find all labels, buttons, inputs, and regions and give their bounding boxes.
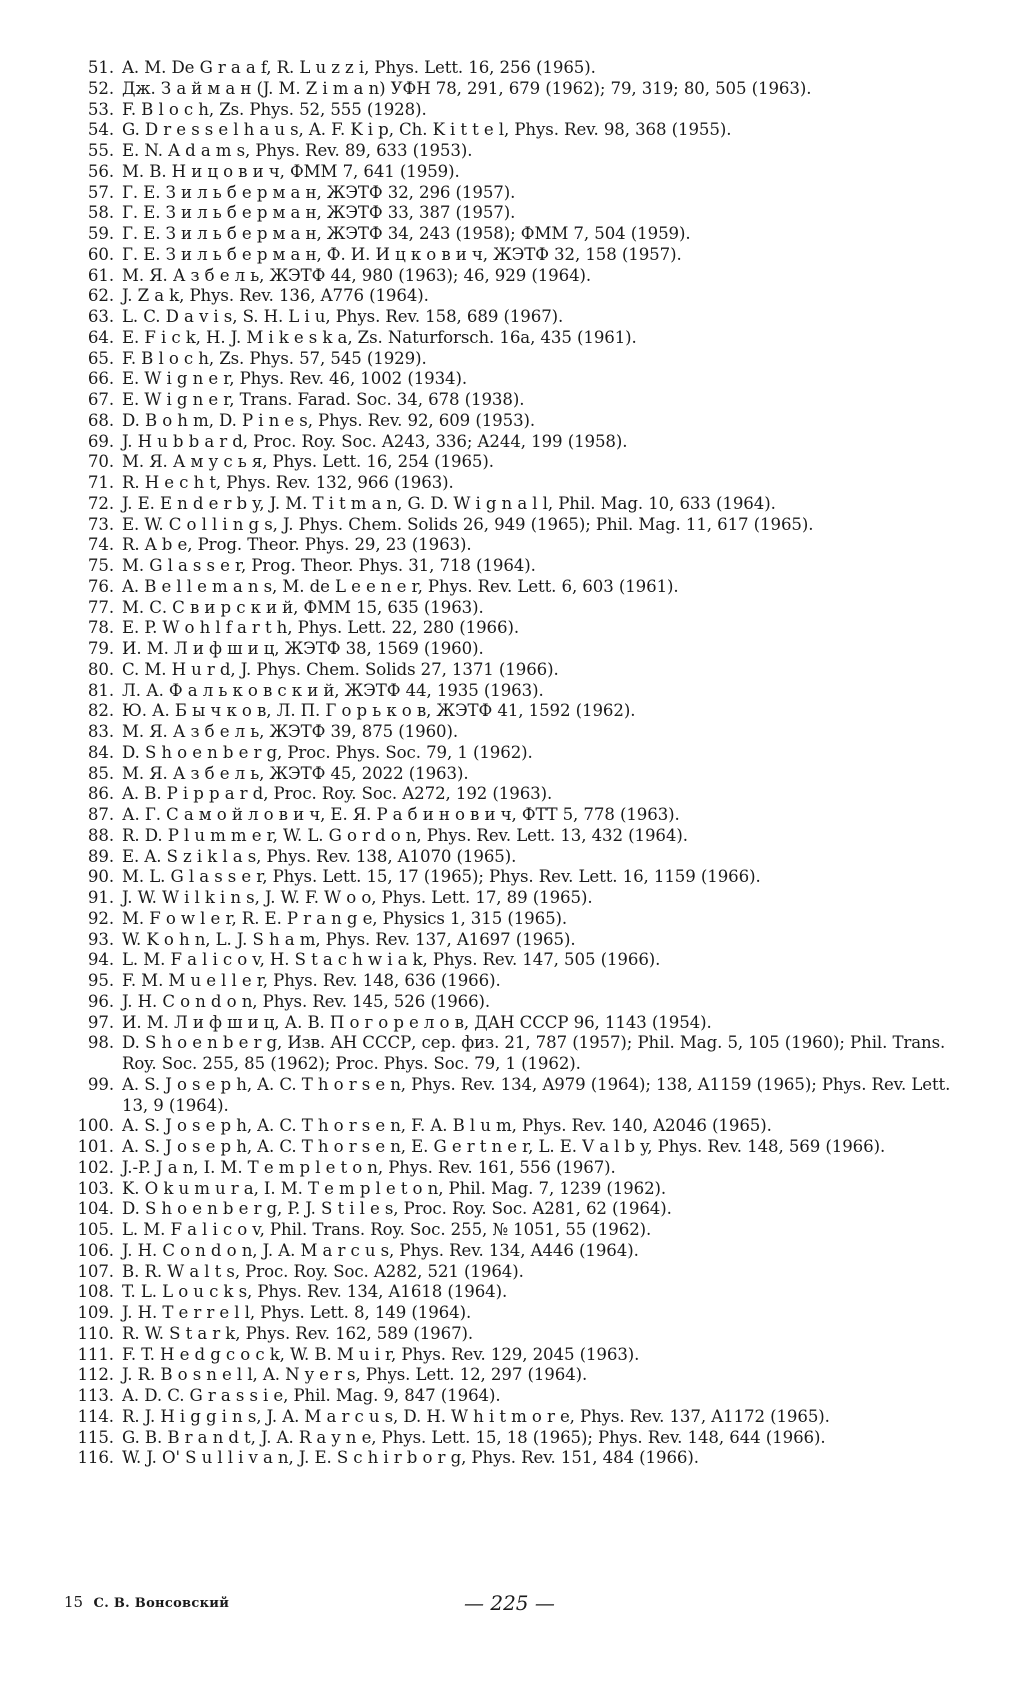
reference-item	[64, 369, 972, 390]
reference-number: 58.	[87, 203, 114, 223]
reference-text: F. B l o c h, Zs. Phys. 57, 545 (1929).	[122, 348, 427, 368]
reference-number: 108.	[77, 1282, 114, 1302]
reference-item	[64, 1428, 972, 1449]
reference-number: 101.	[77, 1137, 114, 1156]
reference-item	[64, 743, 972, 764]
reference-number: 102.	[77, 1157, 114, 1177]
reference-text: М. С. С в и р с к и й, ФММ 15, 635 (1963).	[122, 597, 484, 617]
reference-number: 78.	[87, 618, 114, 638]
reference-item	[64, 1262, 972, 1283]
reference-number: 68.	[87, 410, 114, 430]
reference-item	[64, 141, 972, 162]
reference-list	[64, 58, 972, 1469]
reference-number: 71.	[87, 473, 114, 492]
reference-text: G. D r e s s e l h a u s, A. F. K i p, Ch. K i t t e l, Phys. Rev. 98, 368 (1955).	[122, 120, 732, 140]
reference-number: 115.	[77, 1427, 114, 1447]
reference-number: 105.	[77, 1220, 114, 1239]
signature-number: 15	[64, 1593, 84, 1611]
reference-text: E. W. C o l l i n g s, J. Phys. Chem. Solids 26, 949 (1965); Phil. Mag. 11, 617 (1965).	[122, 514, 814, 534]
reference-text: A. S. J o s e p h, A. C. T h o r s e n, E. G e r t n e r, L. E. V a l b y, Phys. Rev. 148, 569 (1966).	[122, 1137, 886, 1156]
reference-number: 81.	[87, 680, 114, 700]
reference-item	[64, 1282, 972, 1303]
reference-item	[64, 1116, 972, 1137]
reference-number: 77.	[87, 597, 114, 617]
reference-item	[64, 266, 972, 287]
reference-item	[64, 722, 972, 743]
reference-number: 98.	[87, 1033, 114, 1053]
reference-item	[64, 888, 972, 909]
reference-number: 60.	[87, 244, 114, 264]
reference-number: 67.	[87, 390, 114, 409]
reference-item	[64, 390, 972, 411]
reference-number: 112.	[77, 1365, 114, 1385]
reference-text: A. M. De G r a a f, R. L u z z i, Phys. Lett. 16, 256 (1965).	[122, 58, 596, 77]
reference-text: М. Я. А з б е л ь, ЖЭТФ 44, 980 (1963); 46, 929 (1964).	[122, 265, 592, 285]
reference-text: R. D. P l u m m e r, W. L. G o r d o n, Phys. Rev. Lett. 13, 432 (1964).	[122, 825, 688, 845]
reference-item	[64, 1199, 972, 1220]
reference-text: J.-P. J a n, I. M. T e m p l e t o n, Phys. Rev. 161, 556 (1967).	[122, 1157, 616, 1177]
reference-text: F. T. H e d g c o c k, W. B. M u i r, Phys. Rev. 129, 2045 (1963).	[122, 1344, 640, 1364]
reference-text: A. B e l l e m a n s, M. de L e e n e r, Phys. Rev. Lett. 6, 603 (1961).	[122, 576, 679, 596]
reference-item	[64, 100, 972, 121]
reference-number: 86.	[87, 784, 114, 804]
reference-text: D. S h o e n b e r g, Proc. Phys. Soc. 79, 1 (1962).	[122, 742, 533, 762]
reference-number: 70.	[87, 452, 114, 472]
reference-number: 99.	[87, 1074, 114, 1094]
page-footer	[64, 1591, 972, 1621]
reference-number: 57.	[87, 182, 114, 202]
reference-text: A. S. J o s e p h, A. C. T h o r s e n, F. A. B l u m, Phys. Rev. 140, A2046 (1965).	[122, 1116, 772, 1136]
reference-text: М. Я. А з б е л ь, ЖЭТФ 45, 2022 (1963).	[122, 763, 469, 783]
reference-number: 64.	[87, 327, 114, 347]
reference-text: A. D. C. G r a s s i e, Phil. Mag. 9, 847 (1964).	[122, 1386, 501, 1405]
reference-item	[64, 930, 972, 951]
reference-text: D. B o h m, D. P i n e s, Phys. Rev. 92, 609 (1953).	[122, 410, 536, 430]
reference-number: 89.	[87, 846, 114, 866]
printer-signature	[64, 1593, 229, 1611]
reference-text: M. F o w l e r, R. E. P r a n g e, Physics 1, 315 (1965).	[122, 908, 568, 928]
reference-number: 72.	[87, 493, 114, 513]
reference-text: G. B. B r a n d t, J. A. R a y n e, Phys. Lett. 15, 18 (1965); Phys. Rev. 148, 644 (1966).	[122, 1427, 826, 1447]
reference-text: Г. Е. З и л ь б е р м а н, ЖЭТФ 33, 387 (1957).	[122, 203, 516, 223]
signature-name: С. В. Вонсовский	[93, 1596, 230, 1611]
reference-text: J. H. C o n d o n, Phys. Rev. 145, 526 (1966).	[122, 991, 491, 1011]
reference-item	[64, 1033, 972, 1075]
reference-number: 111.	[77, 1344, 114, 1364]
reference-item	[64, 867, 972, 888]
reference-text: M. B. Н и ц о в и ч, ФММ 7, 641 (1959).	[122, 161, 460, 181]
reference-text: R. J. H i g g i n s, J. A. M a r c u s, D. H. W h i t m o r e, Phys. Rev. 137, A1172 (1965).	[122, 1406, 830, 1426]
reference-item	[64, 1448, 972, 1469]
reference-number: 74.	[87, 535, 114, 555]
reference-text: E. P. W o h l f a r t h, Phys. Lett. 22, 280 (1966).	[122, 618, 520, 638]
reference-number: 69.	[87, 431, 114, 451]
reference-text: Ю. А. Б ы ч к о в, Л. П. Г о р ь к о в, ЖЭТФ 41, 1592 (1962).	[122, 701, 636, 721]
reference-number: 107.	[77, 1261, 114, 1281]
reference-item	[64, 805, 972, 826]
reference-text: D. S h o e n b e r g, Изв. АН СССР, сер. физ. 21, 787 (1957); Phil. Mag. 5, 105 (1960); Phil. Trans. Roy. Soc. 255, 85 (1962); Proc. Phys. Soc. 79, 1 (1962).	[122, 1033, 946, 1073]
reference-item	[64, 784, 972, 805]
reference-text: R. W. S t a r k, Phys. Rev. 162, 589 (1967).	[122, 1323, 474, 1343]
reference-item	[64, 245, 972, 266]
reference-number: 91.	[87, 888, 114, 907]
reference-item	[64, 992, 972, 1013]
reference-number: 106.	[77, 1240, 114, 1260]
reference-text: M. G l a s s e r, Prog. Theor. Phys. 31, 718 (1964).	[122, 556, 536, 575]
reference-text: A. S. J o s e p h, A. C. T h o r s e n, Phys. Rev. 134, A979 (1964); 138, A1159 (1965); Phys. Rev. Lett. 13, 9 (1964).	[122, 1074, 951, 1115]
reference-number: 52.	[87, 78, 114, 98]
reference-item	[64, 286, 972, 307]
reference-text: E. N. A d a m s, Phys. Rev. 89, 633 (1953).	[122, 141, 473, 160]
reference-item	[64, 494, 972, 515]
reference-text: L. M. F a l i c o v, H. S t a c h w i a k, Phys. Rev. 147, 505 (1966).	[122, 950, 661, 970]
reference-item	[64, 950, 972, 971]
reference-number: 61.	[87, 265, 114, 285]
reference-text: М. Я. А м у с ь я, Phys. Lett. 16, 254 (1965).	[122, 452, 494, 472]
reference-item	[64, 349, 972, 370]
reference-item	[64, 639, 972, 660]
reference-item	[64, 1386, 972, 1407]
reference-text: М. Я. А з б е л ь, ЖЭТФ 39, 875 (1960).	[122, 722, 459, 741]
reference-text: F. B l o c h, Zs. Phys. 52, 555 (1928).	[122, 99, 427, 119]
reference-item	[64, 681, 972, 702]
reference-number: 80.	[87, 659, 114, 679]
reference-text: E. F i c k, H. J. M i k e s k a, Zs. Naturforsch. 16a, 435 (1961).	[122, 327, 637, 347]
reference-item	[64, 1179, 972, 1200]
reference-number: 100.	[77, 1116, 114, 1136]
reference-text: C. M. H u r d, J. Phys. Chem. Solids 27, 1371 (1966).	[122, 659, 559, 679]
reference-number: 75.	[87, 556, 114, 575]
reference-number: 114.	[77, 1406, 114, 1426]
reference-item	[64, 598, 972, 619]
reference-text: K. O k u m u r a, I. M. T e m p l e t o n, Phil. Mag. 7, 1239 (1962).	[122, 1178, 667, 1198]
reference-text: D. S h o e n b e r g, P. J. S t i l e s, Proc. Roy. Soc. A281, 62 (1964).	[122, 1199, 672, 1219]
reference-item	[64, 1324, 972, 1345]
reference-item	[64, 764, 972, 785]
reference-item	[64, 1158, 972, 1179]
reference-item	[64, 1241, 972, 1262]
reference-item	[64, 1137, 972, 1158]
reference-item	[64, 473, 972, 494]
reference-item	[64, 183, 972, 204]
reference-text: Г. Е. З и л ь б е р м а н, Ф. И. И ц к о в и ч, ЖЭТФ 32, 158 (1957).	[122, 244, 682, 264]
reference-number: 87.	[87, 805, 114, 824]
reference-number: 65.	[87, 348, 114, 368]
reference-item	[64, 826, 972, 847]
reference-item	[64, 556, 972, 577]
reference-item	[64, 307, 972, 328]
reference-number: 85.	[87, 763, 114, 783]
reference-number: 90.	[87, 867, 114, 887]
reference-item	[64, 1407, 972, 1428]
reference-text: E. A. S z i k l a s, Phys. Rev. 138, A1070 (1965).	[122, 846, 517, 866]
reference-text: J. H. C o n d o n, J. A. M a r c u s, Phys. Rev. 134, A446 (1964).	[122, 1240, 639, 1260]
reference-item	[64, 1365, 972, 1386]
reference-text: L. M. F a l i c o v, Phil. Trans. Roy. Soc. 255, № 1051, 55 (1962).	[122, 1220, 652, 1239]
reference-number: 94.	[87, 950, 114, 970]
reference-number: 95.	[87, 971, 114, 990]
reference-number: 83.	[87, 722, 114, 741]
reference-item	[64, 847, 972, 868]
reference-number: 109.	[77, 1303, 114, 1322]
reference-item	[64, 224, 972, 245]
reference-number: 59.	[87, 224, 114, 243]
reference-text: J. E. E n d e r b y, J. M. T i t m a n, G. D. W i g n a l l, Phil. Mag. 10, 633 (1964).	[122, 493, 776, 513]
reference-text: Л. А. Ф а л ь к о в с к и й, ЖЭТФ 44, 1935 (1963).	[122, 680, 544, 700]
reference-number: 96.	[87, 991, 114, 1011]
reference-text: R. H e c h t, Phys. Rev. 132, 966 (1963).	[122, 473, 454, 492]
reference-number: 110.	[77, 1323, 114, 1343]
reference-number: 51.	[87, 58, 114, 77]
reference-number: 116.	[77, 1448, 114, 1468]
reference-text: E. W i g n e r, Trans. Farad. Soc. 34, 678 (1938).	[122, 390, 525, 409]
reference-item	[64, 515, 972, 536]
reference-item	[64, 1075, 972, 1117]
reference-text: J. H u b b a r d, Proc. Roy. Soc. A243, 336; A244, 199 (1958).	[122, 431, 628, 451]
reference-number: 93.	[87, 929, 114, 949]
reference-item	[64, 971, 972, 992]
reference-item	[64, 618, 972, 639]
reference-text: А. Г. С а м о й л о в и ч, Е. Я. Р а б и н о в и ч, ФТТ 5, 778 (1963).	[122, 805, 680, 824]
reference-text: T. L. L o u c k s, Phys. Rev. 134, A1618 (1964).	[122, 1282, 508, 1302]
page-number: — 225 —	[464, 1591, 555, 1615]
reference-item	[64, 79, 972, 100]
reference-text: W. K o h n, L. J. S h a m, Phys. Rev. 137, A1697 (1965).	[122, 929, 576, 949]
reference-item	[64, 1303, 972, 1324]
reference-item	[64, 577, 972, 598]
reference-item	[64, 660, 972, 681]
reference-item	[64, 162, 972, 183]
reference-number: 62.	[87, 286, 114, 306]
reference-number: 55.	[87, 141, 114, 160]
reference-number: 104.	[77, 1199, 114, 1219]
reference-text: M. L. G l a s s e r, Phys. Lett. 15, 17 (1965); Phys. Rev. Lett. 16, 1159 (1966).	[122, 867, 761, 887]
reference-item	[64, 58, 972, 79]
reference-number: 82.	[87, 701, 114, 721]
reference-text: И. М. Л и ф ш и ц, А. В. П о г о р е л о в, ДАН СССР 96, 1143 (1954).	[122, 1012, 712, 1032]
reference-text: B. R. W a l t s, Proc. Roy. Soc. A282, 521 (1964).	[122, 1261, 524, 1281]
reference-item	[64, 909, 972, 930]
reference-item	[64, 1013, 972, 1034]
reference-text: F. M. M u e l l e r, Phys. Rev. 148, 636 (1966).	[122, 971, 501, 990]
reference-item	[64, 701, 972, 722]
reference-number: 79.	[87, 639, 114, 658]
reference-text: E. W i g n e r, Phys. Rev. 46, 1002 (1934).	[122, 369, 468, 389]
reference-number: 66.	[87, 369, 114, 389]
reference-number: 53.	[87, 99, 114, 119]
reference-item	[64, 203, 972, 224]
reference-number: 103.	[77, 1178, 114, 1198]
reference-item	[64, 328, 972, 349]
reference-text: J. R. B o s n e l l, A. N y e r s, Phys. Lett. 12, 297 (1964).	[122, 1365, 588, 1385]
reference-number: 113.	[77, 1386, 114, 1405]
reference-text: Г. Е. З и л ь б е р м а н, ЖЭТФ 32, 296 (1957).	[122, 182, 516, 202]
reference-text: W. J. O' S u l l i v a n, J. E. S c h i r b o r g, Phys. Rev. 151, 484 (1966).	[122, 1448, 699, 1468]
reference-number: 88.	[87, 825, 114, 845]
reference-number: 92.	[87, 908, 114, 928]
reference-text: J. W. W i l k i n s, J. W. F. W o o, Phys. Lett. 17, 89 (1965).	[122, 888, 593, 907]
reference-text: R. A b e, Prog. Theor. Phys. 29, 23 (1963).	[122, 535, 472, 555]
reference-text: J. H. T e r r e l l, Phys. Lett. 8, 149 (1964).	[122, 1303, 472, 1322]
reference-number: 76.	[87, 576, 114, 596]
reference-text: Г. Е. З и л ь б е р м а н, ЖЭТФ 34, 243 (1958); ФММ 7, 504 (1959).	[122, 224, 691, 243]
reference-number: 63.	[87, 307, 114, 326]
reference-number: 84.	[87, 742, 114, 762]
reference-text: Дж. З а й м а н (J. M. Z i m a n) УФН 78, 291, 679 (1962); 79, 319; 80, 505 (1963).	[122, 78, 812, 98]
reference-item	[64, 1220, 972, 1241]
reference-number: 56.	[87, 161, 114, 181]
reference-number: 54.	[87, 120, 114, 140]
reference-item	[64, 411, 972, 432]
reference-item	[64, 1345, 972, 1366]
reference-item	[64, 120, 972, 141]
reference-item	[64, 535, 972, 556]
reference-text: J. Z a k, Phys. Rev. 136, A776 (1964).	[122, 286, 429, 306]
reference-text: L. C. D a v i s, S. H. L i u, Phys. Rev. 158, 689 (1967).	[122, 307, 564, 326]
reference-item	[64, 432, 972, 453]
reference-item	[64, 452, 972, 473]
reference-number: 73.	[87, 514, 114, 534]
reference-text: И. М. Л и ф ш и ц, ЖЭТФ 38, 1569 (1960).	[122, 639, 484, 658]
reference-number: 97.	[87, 1012, 114, 1032]
reference-text: A. B. P i p p a r d, Proc. Roy. Soc. A272, 192 (1963).	[122, 784, 553, 804]
